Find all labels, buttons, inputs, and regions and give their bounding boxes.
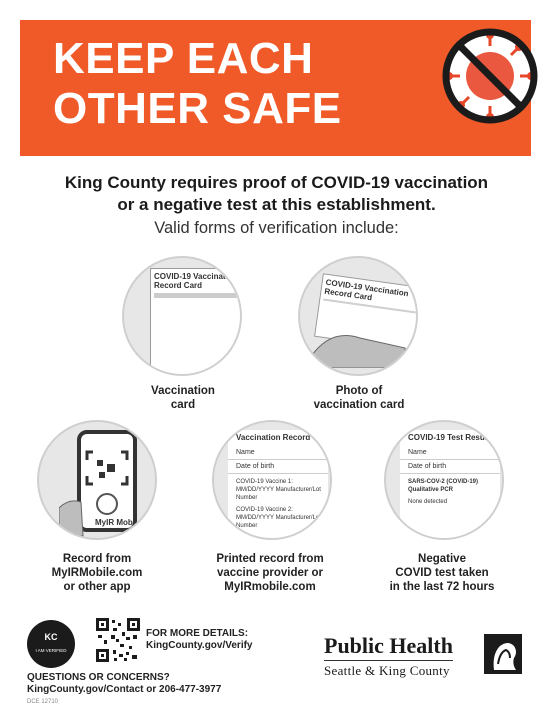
photo-card-title: COVID-19 Vaccination Record Card	[323, 277, 410, 303]
hand-icon	[310, 318, 410, 368]
test-result-document: COVID-19 Test Result Name Date of birth SARS-COV-2 (COVID-19) Qualitative PCR None detected	[400, 430, 500, 540]
banner-title: KEEP EACH OTHER SAFE	[53, 34, 342, 133]
contact-info[interactable]: QUESTIONS OR CONCERNS? KingCounty.gov/Contact or 206-477-3977	[27, 672, 222, 695]
headline: King County requires proof of COVID-19 vaccination or a negative test at this establishment.	[64, 173, 489, 214]
logo-sub-text: Seattle & King County	[324, 660, 453, 679]
banner	[20, 20, 531, 156]
logo-main-text: Public Health	[324, 633, 453, 658]
printed-record-title: Vaccination Record	[236, 433, 311, 442]
caption-myir-app: Record from MyIRMobile.com or other app	[51, 553, 143, 593]
details-link[interactable]: FOR MORE DETAILS: KingCounty.gov/Verify	[146, 628, 253, 651]
printed-record-document: Vaccination Record Name Date of birth COVID-19 Vaccine 1: MM/DD/YYYY Manufacturer/Lot Number COVID-19 Vaccine 2: MM/DD/YYYY Manufacturer/Lot Number	[228, 430, 328, 540]
test-result-title: COVID-19 Test Result	[408, 433, 490, 442]
caption-negative-test: Negative COVID test taken in the last 72 hours	[389, 553, 495, 593]
caption-photo-card: Photo of vaccination card	[313, 385, 405, 411]
qr-code-icon	[96, 618, 140, 662]
subhead: Valid forms of verification include:	[154, 219, 399, 237]
printed-record-illustration	[212, 420, 332, 540]
test-result-illustration	[384, 420, 504, 540]
card-document	[150, 268, 242, 376]
portrait-logo-icon	[484, 634, 522, 674]
card-title: COVID-19 Vaccination Record Card	[154, 272, 238, 290]
vaccination-card-illustration	[122, 256, 242, 376]
caption-vaccination-card: Vaccination card	[151, 385, 215, 411]
verified-badge: KC I AM VERIFIED	[27, 620, 75, 668]
public-health-logo	[324, 634, 453, 679]
document-code: DCE 12710	[27, 699, 59, 705]
myir-phone-illustration	[37, 420, 157, 540]
caption-printed-record: Printed record from vaccine provider or MyIRmobile.com	[216, 553, 324, 593]
no-virus-icon	[440, 26, 540, 126]
photo-card-illustration	[298, 256, 418, 376]
app-label: MyIR Mobile	[95, 518, 142, 527]
